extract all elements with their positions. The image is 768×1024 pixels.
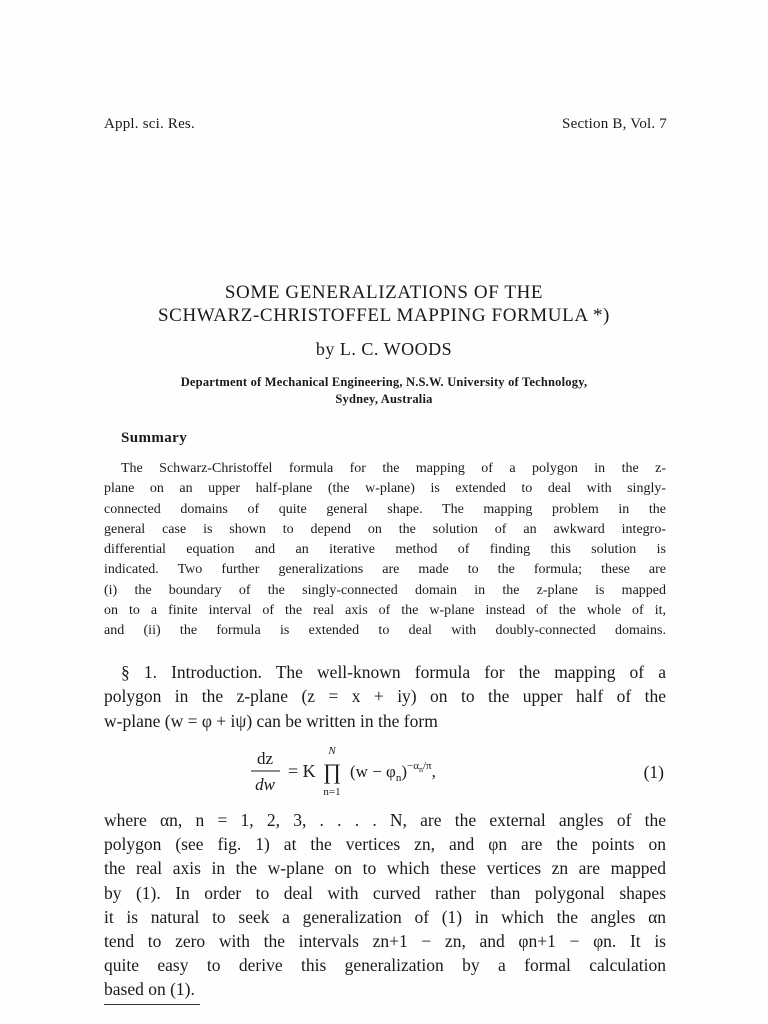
summary-line: (i) the boundary of the singly-connected domain in the z-plane is mapped [104,582,666,598]
section-volume: Section B, Vol. 7 [562,116,667,132]
intro-line: w-plane (w = φ + iψ) can be written in the form [104,710,438,731]
body-line: the real axis in the w-plane on to which these vertices zn are mapped [104,858,666,879]
eq-lhs-numerator: dz [256,749,274,768]
eq-equals-k: = K [288,761,316,781]
journal-name: Appl. sci. Res. [104,116,195,132]
summary-line: indicated. Two further generalizations are made to the formula; these are [104,562,666,578]
affiliation-line-2: Sydney, Australia [335,392,433,406]
summary-line: connected domains of quite general shape. The mapping problem in the [104,501,666,517]
affiliation-line-1: Department of Mechanical Engineering, N.S.W. University of Technology, [180,375,588,389]
eq-lhs-denominator: dw [255,775,275,794]
body-line: it is natural to seek a generalization of (1) in which the angles αn [104,906,666,927]
equation-formula [104,742,666,800]
body-line: by (1). In order to deal with curved rather than polygonal shapes [104,882,666,903]
summary-line: and (ii) the formula is extended to deal with doubly-connected domains. [104,623,666,639]
body-line: based on (1). [104,979,195,1000]
body-paragraph [104,808,666,1002]
body-line: where αn, n = 1, 2, 3, . . . . N, are the external angles of the [104,810,666,830]
intro-line: polygon in the z-plane (z = x + iy) on to the upper half of the [104,686,666,707]
summary-abstract [104,459,666,642]
summary-line: The Schwarz-Christoffel formula for the mapping of a polygon in the z- [121,461,666,476]
eq-factor: $(w - \varphi_n)^{-\alpha}n/\pi$, [350,760,436,784]
eq-product-symbol: ∏ [322,759,342,784]
footnote-divider [104,1004,200,1005]
author-byline: by L. C. WOODS [315,339,453,359]
intro-line: § 1. Introduction. The well-known formula for the mapping of a [121,662,666,682]
body-line: tend to zero with the intervals zn+1 − zn, and φn+1 − φn. It is [104,931,666,952]
equation-1 [104,742,666,800]
title-line-2: SCHWARZ-CHRISTOFFEL MAPPING FORMULA *) [158,305,610,326]
summary-line: on to a finite interval of the real axis of the w-plane instead of the whole of it, [104,603,666,619]
summary-heading: Summary [121,430,188,446]
title-line-1: SOME GENERALIZATIONS OF THE [224,282,544,303]
author-affiliation [0,374,768,408]
introduction-paragraph [104,660,666,733]
eq-product-lower: n=1 [323,786,341,798]
summary-line: differential equation and an iterative method of finding this solution is [104,542,666,558]
equation-number: (1) [643,762,664,782]
body-line: polygon (see fig. 1) at the vertices zn, and φn are the points on [104,834,666,855]
eq-product-upper: N [328,745,336,757]
summary-line: plane on an upper half-plane (the w-plane) is extended to deal with singly- [104,481,666,497]
paper-title [0,281,768,327]
body-line: quite easy to derive this generalization by a formal calculation [104,955,666,976]
summary-line: general case is shown to depend on the solution of an awkward integro- [104,521,666,537]
